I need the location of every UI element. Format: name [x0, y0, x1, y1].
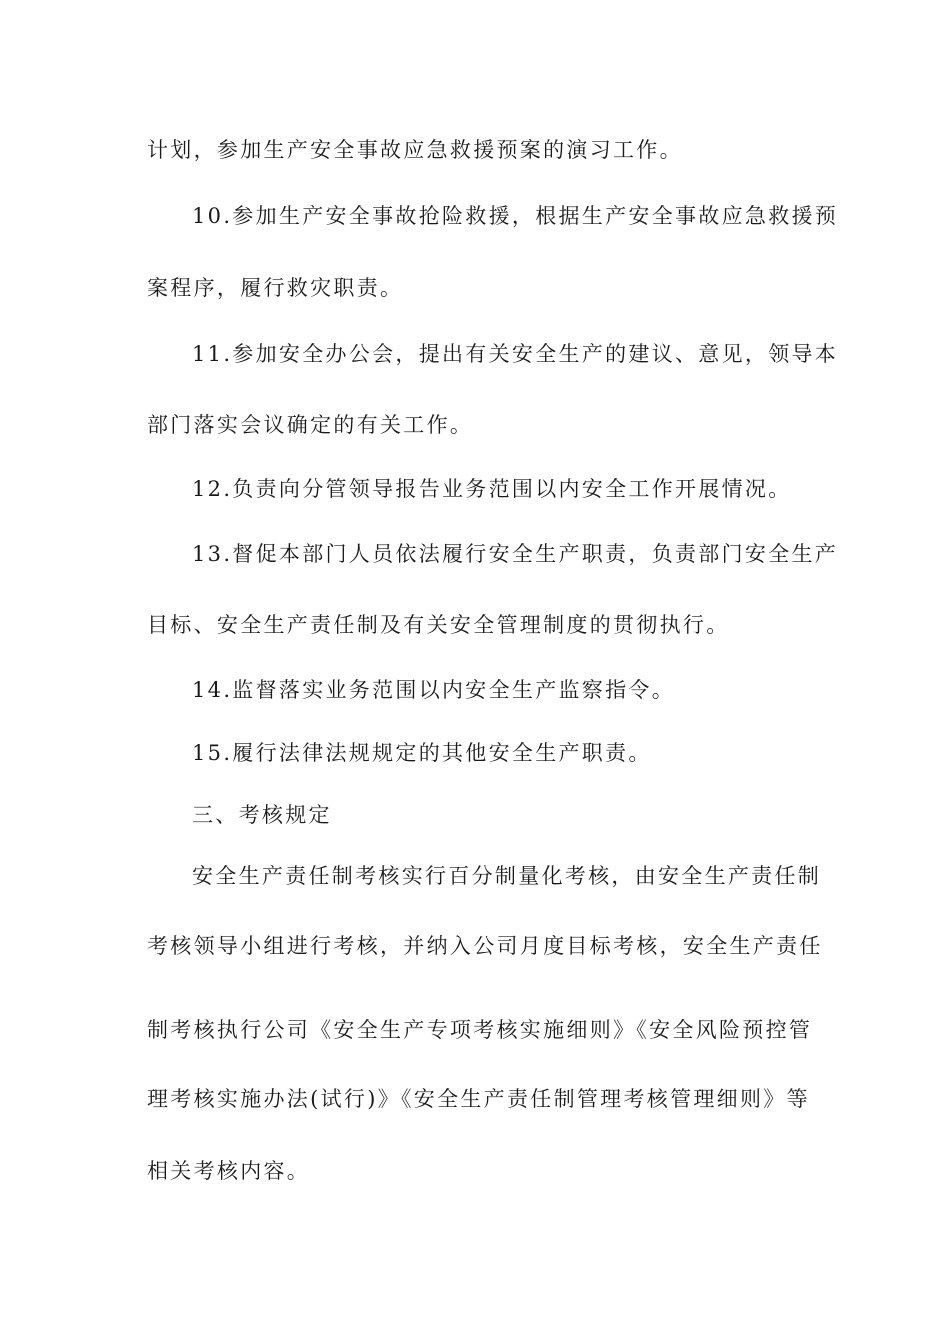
text-line: 案程序，履行救灾职责。: [147, 276, 404, 300]
text-line: 15.履行法律法规规定的其他安全生产职责。: [192, 741, 652, 765]
text-line: 10.参加生产安全事故抢险救援，根据生产安全事故应急救援预: [192, 204, 839, 228]
section-heading: 三、考核规定: [192, 803, 332, 827]
text-line: 部门落实会议确定的有关工作。: [147, 413, 474, 437]
text-line: 11.参加安全办公会，提出有关安全生产的建议、意见，领导本: [192, 342, 839, 366]
text-line: 考核领导小组进行考核，并纳入公司月度目标考核，安全生产责任: [147, 934, 823, 958]
text-line: 目标、安全生产责任制及有关安全管理制度的贯彻执行。: [147, 613, 730, 637]
text-line: 计划，参加生产安全事故应急救援预案的演习工作。: [147, 138, 683, 162]
text-line: 13.督促本部门人员依法履行安全生产职责，负责部门安全生产: [192, 542, 839, 566]
text-line: 相关考核内容。: [147, 1159, 311, 1183]
text-line: 14.监督落实业务范围以内安全生产监察指令。: [192, 678, 675, 702]
text-line: 理考核实施办法(试行)》《安全生产责任制管理考核管理细则》等: [147, 1087, 810, 1111]
text-line: 12.负责向分管领导报告业务范围以内安全工作开展情况。: [192, 477, 792, 501]
text-line: 制考核执行公司《安全生产专项考核实施细则》《安全风险预控管: [147, 1018, 813, 1042]
text-line: 安全生产责任制考核实行百分制量化考核，由安全生产责任制: [192, 864, 822, 888]
